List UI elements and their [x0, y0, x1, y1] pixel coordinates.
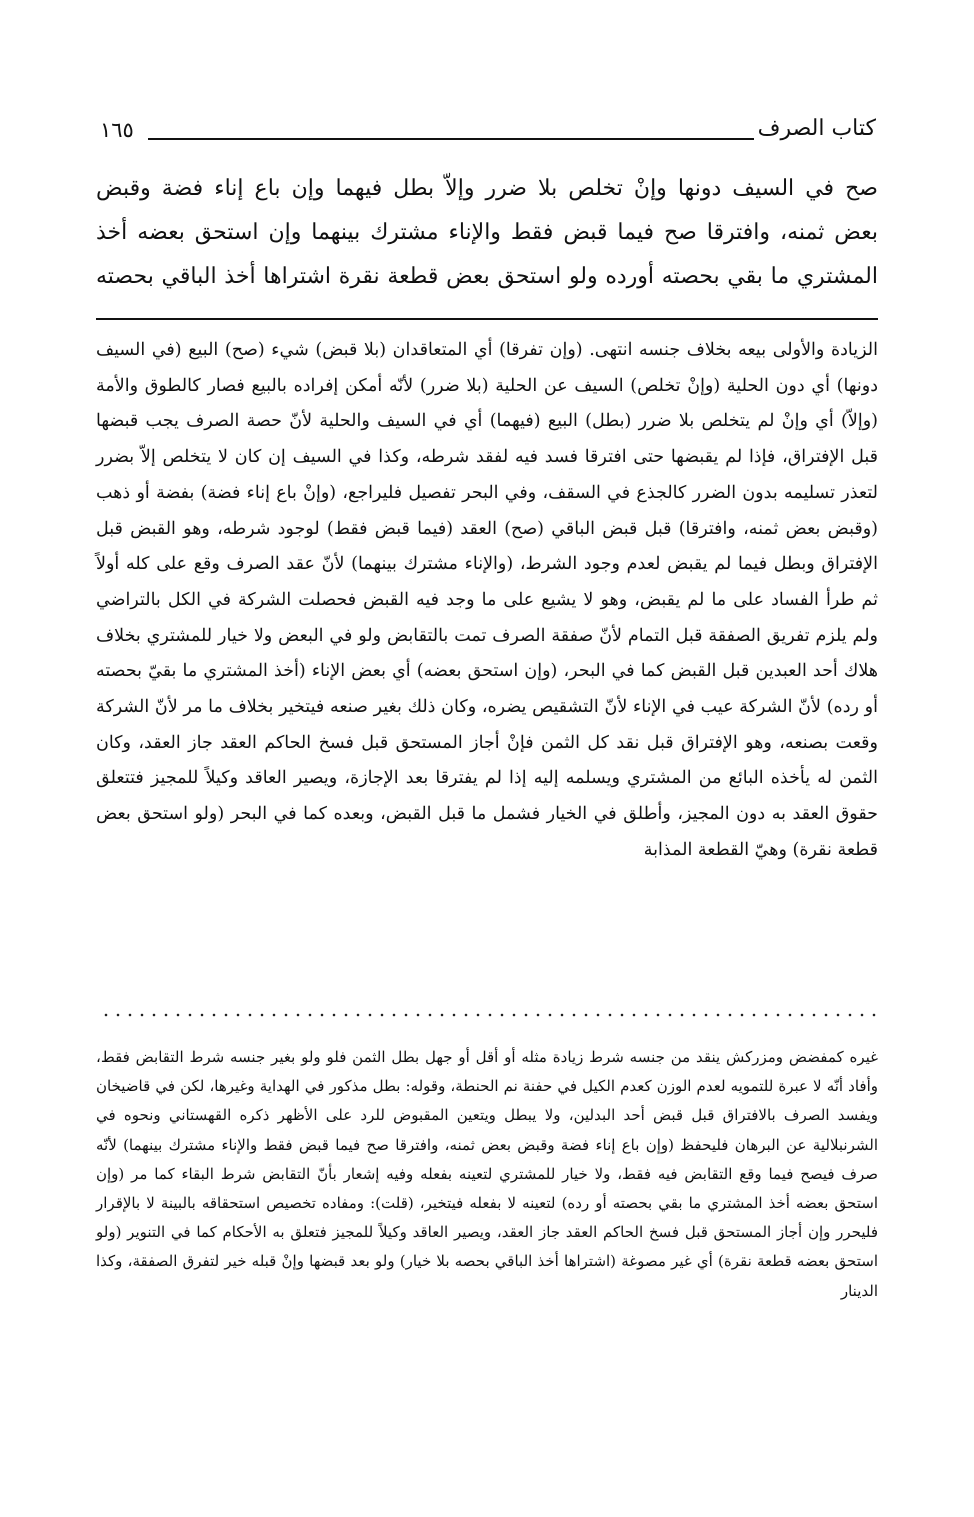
- main-text-line: المشتري ما بقي بحصته أورده ولو استحق بعض قطعة نقرة اشتراها أخذ الباقي بحصته: [96, 264, 878, 289]
- footnote-paragraph: غيره كمفضض ومزركش ينقد من جنسه شرط زيادة مثله أو أقل أو جهل بطل الثمن فلو ولو بغير جنسه شرط التقابض فقط، وأفاد أنّه لا عبرة للتمويه لعدم الوزن كعدم الكيل في حفنة نم الحنطة، وقوله: بطل مذكور في الهداية وغيرها، لكن في قاضيخان ويفسد الصرف بالافتراق قبل قبض أحد البدلين، ولا يبطل ويتعين المقبوض للرد على الأظهر ذكره القهستاني ونحوه في الشرنبلالية عن البرهان فليحفظ (وإن باع إناء فضة وقبض بعض ثمنه، وافترقا صح فيما قبض فقط والإناء مشترك بينهما) لأنّه صرف فيصح فيما وقع التقابض فيه فقط، ولا خيار للمشتري لتعينه بفعله وفيه إشعار بأنّ التقابض شرط البقاء كما مر (وإن استحق بعضه أخذ المشتري ما بقي بحصته أو رده) لتعينه لا بفعله فيتخير، (قلت): ومفاده تخصيص استحقاقه بالبينة لا بالإقرار فليحرر وإن أجاز المستحق قبل فسخ الحاكم العقد جاز العقد، ويصير العاقد وكيلاً للمجيز فتعلق به الأحكام كما في التنوير (ولو استحق بعضه قطعة نقرة) أي غير مصوغة (اشتراها أخذ الباقي بحصه بلا خيار) ولو بعد قبضها وإنْ قبله خير لتفرق الصفقة، وكذا الدينار: [96, 1048, 878, 1300]
- header-rule: [148, 138, 754, 140]
- main-text-line: صح في السيف دونها وإنْ تخلص بلا ضرر وإلاّ بطل فيهما وإن باع إناء فضة وقبض: [96, 176, 878, 201]
- main-text-line: بعض ثمنه، وافترقا صح فيما قبض فقط والإناء مشترك بينهما وإن استحق بعضه أخذ: [96, 220, 878, 245]
- page-number: ١٦٥: [100, 118, 134, 142]
- commentary-block: [96, 333, 878, 869]
- chapter-title: كتاب الصرف: [757, 116, 876, 141]
- running-header: [100, 110, 876, 150]
- main-text-separator: [96, 318, 878, 320]
- main-text: [96, 167, 878, 299]
- footnote-block: [96, 1043, 878, 1306]
- commentary-paragraph: الزيادة والأولى بيعه بخلاف جنسه انتهى. (وإن تفرقا) أي المتعاقدان (بلا قبض) شيء (صح) البيع (في السيف دونها) أي دون الحلية (وإنْ تخلص) السيف عن الحلية (بلا ضرر) لأنّه أمكن إفراده بالبيع فصار كالطوق والأمة (وإلاّ) أي وإنْ لم يتخلص بلا ضرر (بطل) البيع (فيهما) أي في السيف والحلية لأنّ حصة الصرف يجب قبضها قبل الإفتراق، فإذا لم يقبضها حتى افترقا فسد فيه لفقد شرطه، وكذا في السيف إن كان لا يتخلص إلاّ بضرر لتعذر تسليمه بدون الضرر كالجذع في السقف، وفي البحر تفصيل فليراجع، (وإنْ باع إناء فضة) بفضة أو ذهب (وقبض بعض ثمنه، وافترقا) قبل قبض الباقي (صح) العقد (فيما قبض فقط) لوجود شرطه، وهو القبض قبل الإفتراق وبطل فيما لم يقبض لعدم وجود الشرط، (والإناء مشترك بينهما) لأنّ عقد الصرف وقع على كله أولاً ثم طرأ الفساد على ما لم يقبض، وهو لا يشيع على ما وجد فيه القبض فحصلت الشركة في الكل بالتراضي ولم يلزم تفريق الصفقة قبل التمام لأنّ صفقة الصرف تمت بالتقابض ولو في البعض ولا خيار للمشتري بخلاف هلاك أحد العبدين قبل القبض كما في البحر، (وإن استحق بعضه) أي بعض الإناء (أخذ المشتري ما بقيّ بحصته أو رده) لأنّ الشركة عيب في الإناء لأنّ التشقيص يضره، وكان ذلك بغير صنعه فيتخير بخلاف ما مر لأنّ الشركة وقعت بصنعه، وهو الإفتراق قبل نقد كل الثمن فإنْ أجاز المستحق قبل فسخ الحاكم العقد جاز العقد، وكان الثمن له يأخذه البائع من المشتري ويسلمه إليه إذا لم يفترقا بعد الإجازة، ويصير العاقد وكيلاً للمجيز فتتعلق حقوق العقد به دون المجيز، وأطلق في الخيار فشمل ما قبل القبض، وبعده كما في البحر (ولو استحق بعض قطعة نقرة) وهيّ القطعة المذابة: [96, 340, 878, 860]
- dotted-separator: [100, 1013, 876, 1017]
